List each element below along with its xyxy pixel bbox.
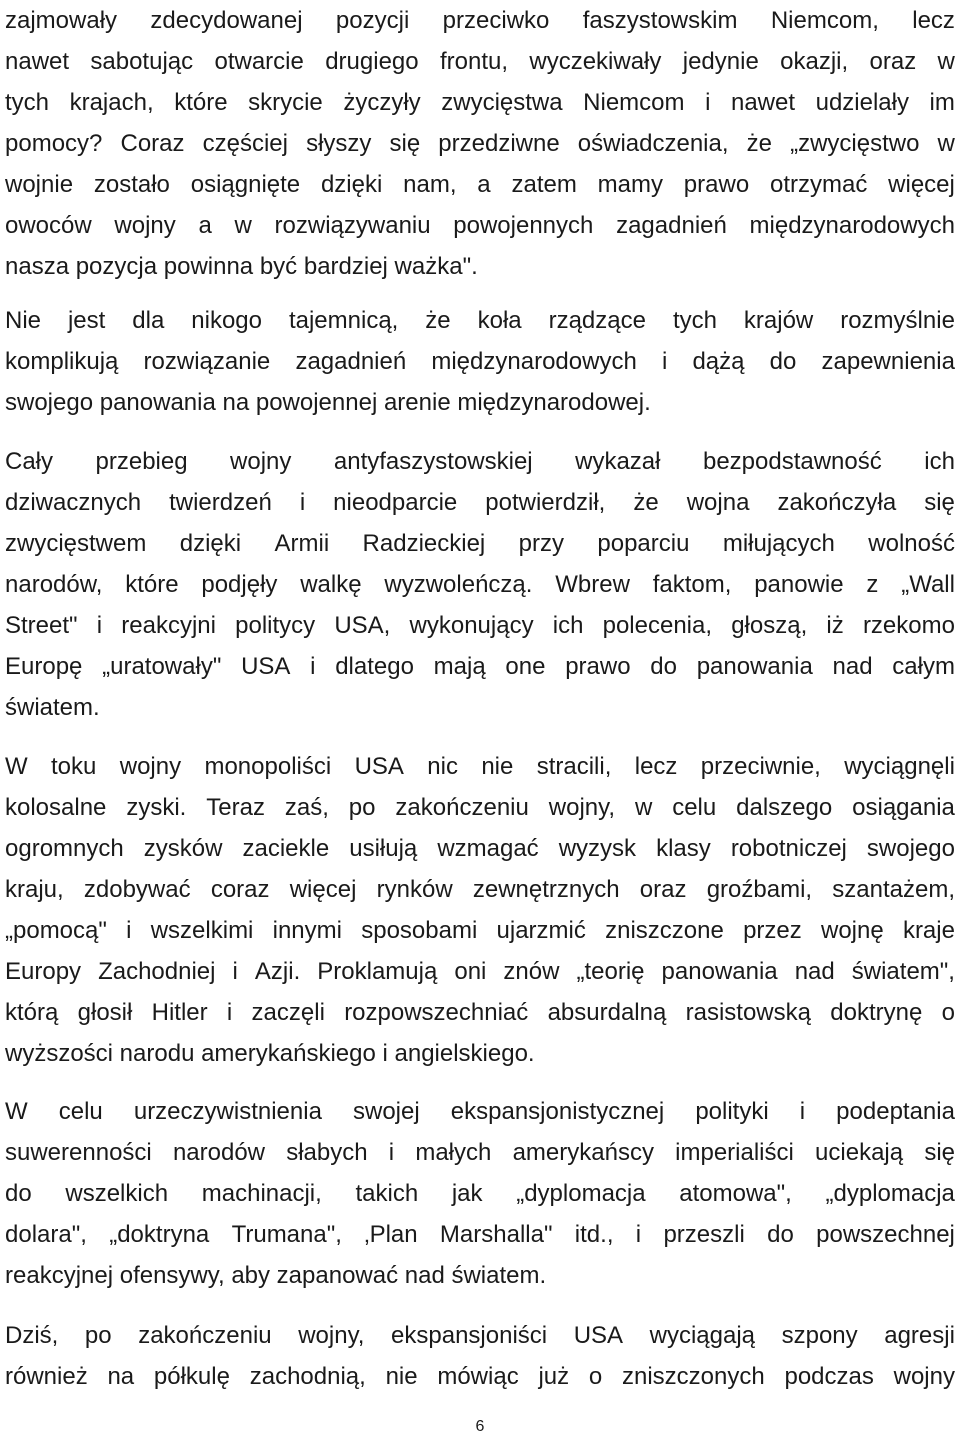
paragraph-line: suwerenności narodów słabych i małych amerykańscy imperialiści uciekają się — [5, 1139, 955, 1166]
paragraph-line: wyższości narodu amerykańskiego i angielskiego. — [5, 1040, 535, 1067]
paragraph-line: ogromnych zysków zaciekle usiłują wzmagać wyzysk klasy robotniczej swojego — [5, 835, 955, 862]
paragraph-line: Street" i reakcyjni politycy USA, wykonujący ich polecenia, głoszą, iż rzekomo — [5, 612, 955, 639]
paragraph-line: kraju, zdobywać coraz więcej rynków zewnętrznych oraz groźbami, szantażem, — [5, 876, 955, 903]
paragraph-line: owoców wojny a w rozwiązywaniu powojennych zagadnień międzynarodowych — [5, 212, 955, 239]
paragraph-line: zwycięstwem dzięki Armii Radzieckiej przy poparciu miłujących wolność — [5, 530, 955, 557]
paragraph-line: komplikują rozwiązanie zagadnień międzynarodowych i dążą do zapewnienia — [5, 348, 955, 375]
paragraph-3 — [5, 441, 955, 728]
paragraph-line: swojego panowania na powojennej arenie międzynarodowej. — [5, 389, 651, 416]
paragraph-line: wojnie zostało osiągnięte dzięki nam, a zatem mamy prawo otrzymać więcej — [5, 171, 955, 198]
paragraph-2 — [5, 300, 955, 423]
paragraph-4 — [5, 746, 955, 1074]
paragraph-line: również na półkulę zachodnią, nie mówiąc już o zniszczonych podczas wojny — [5, 1363, 955, 1390]
paragraph-line: Dziś, po zakończeniu wojny, ekspansjoniści USA wyciągają szpony agresji — [5, 1322, 955, 1349]
paragraph-line: światem. — [5, 694, 100, 721]
paragraph-line: W celu urzeczywistnienia swojej ekspansjonistycznej polityki i podeptania — [5, 1098, 955, 1125]
paragraph-line: W toku wojny monopoliści USA nic nie stracili, lecz przeciwnie, wyciągnęli — [5, 753, 955, 780]
paragraph-line: narodów, które podjęły walkę wyzwoleńczą. Wbrew faktom, panowie z „Wall — [5, 571, 955, 598]
paragraph-5 — [5, 1091, 955, 1296]
page-number: 6 — [475, 1418, 485, 1435]
paragraph-line: nawet sabotując otwarcie drugiego frontu, wyczekiwały jedynie okazji, oraz w — [5, 48, 955, 75]
paragraph-line: nasza pozycja powinna być bardziej ważka". — [5, 253, 478, 280]
paragraph-line: Europy Zachodniej i Azji. Proklamują oni znów „teorię panowania nad światem", — [5, 958, 955, 985]
paragraph-line: pomocy? Coraz częściej słyszy się przedziwne oświadczenia, że „zwycięstwo w — [5, 130, 955, 157]
paragraph-line: do wszelkich machinacji, takich jak „dyplomacja atomowa", „dyplomacja — [5, 1180, 955, 1207]
paragraph-6 — [5, 1315, 955, 1397]
paragraph-line: Europę „uratowały" USA i dlatego mają one prawo do panowania nad całym — [5, 653, 955, 680]
paragraph-line: kolosalne zyski. Teraz zaś, po zakończeniu wojny, w celu dalszego osiągania — [5, 794, 955, 821]
paragraph-line: dziwacznych twierdzeń i nieodparcie potwierdził, że wojna zakończyła się — [5, 489, 955, 516]
paragraph-line: reakcyjnej ofensywy, aby zapanować nad światem. — [5, 1262, 547, 1289]
paragraph-line: zajmowały zdecydowanej pozycji przeciwko faszystowskim Niemcom, lecz — [5, 7, 955, 34]
paragraph-line: którą głosił Hitler i zaczęli rozpowszechniać absurdalną rasistowską doktrynę o — [5, 999, 955, 1026]
paragraph-1 — [5, 0, 955, 287]
paragraph-line: Cały przebieg wojny antyfaszystowskiej wykazał bezpodstawność ich — [5, 448, 955, 475]
paragraph-line: tych krajach, które skrycie życzyły zwycięstwa Niemcom i nawet udzielały im — [5, 89, 955, 116]
paragraph-line: Nie jest dla nikogo tajemnicą, że koła rządzące tych krajów rozmyślnie — [5, 307, 955, 334]
paragraph-line: „pomocą" i wszelkimi innymi sposobami ujarzmić zniszczone przez wojnę kraje — [5, 917, 955, 944]
paragraph-line: dolara", „doktryna Trumana", ‚Plan Marshalla" itd., i przeszli do powszechnej — [5, 1221, 955, 1248]
